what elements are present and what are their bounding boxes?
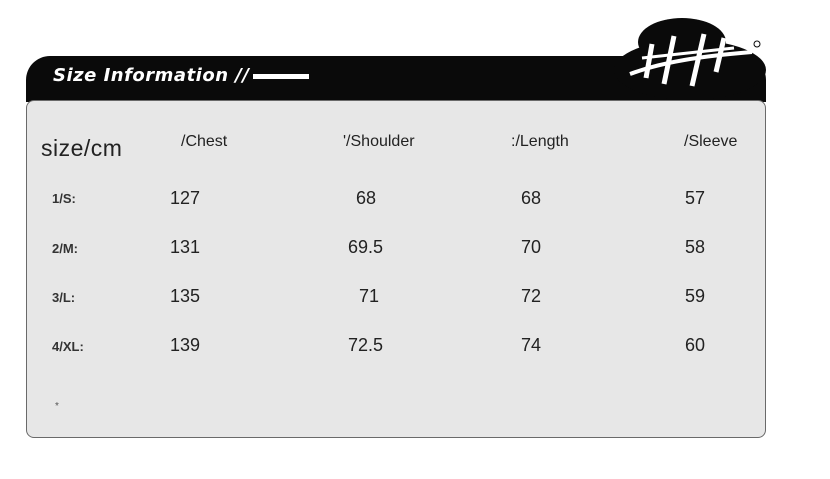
table-cell: 70: [521, 237, 542, 257]
table-cell: 59: [685, 286, 706, 306]
footnote-mark: *: [55, 401, 59, 412]
table-cell: 69.5: [348, 237, 384, 257]
table-cell: 72.5: [348, 335, 384, 355]
table-cell: 131: [170, 237, 201, 257]
table-cell: 127: [170, 188, 201, 208]
table-cell: 68: [356, 188, 377, 208]
row-label-m: 2/M:: [52, 241, 78, 256]
table-cell: 139: [170, 335, 201, 355]
table-cell: 72: [521, 286, 542, 306]
table-cell: 58: [685, 237, 706, 257]
header-title: Size Information //: [53, 65, 309, 86]
column-header-chest: /Chest: [181, 133, 228, 150]
column-header-sleeve: /Sleeve: [684, 133, 738, 150]
row-label-xl: 4/XL:: [52, 339, 84, 354]
row-label-l: 3/L:: [52, 290, 76, 305]
table-cell: 68: [521, 188, 542, 208]
brand-logo-icon: [612, 12, 768, 102]
table-cell: 57: [685, 188, 706, 208]
row-label-s: 1/S:: [52, 191, 76, 206]
table-cell: 60: [685, 335, 706, 355]
table-cell: 135: [170, 286, 201, 306]
table-cell: 74: [521, 335, 542, 355]
size-table: [26, 100, 766, 438]
size-unit-label: size/cm: [41, 135, 123, 161]
table-cell: 71: [359, 286, 380, 306]
column-header-length: :/Length: [511, 133, 569, 150]
column-header-shoulder: '/Shoulder: [343, 133, 415, 150]
